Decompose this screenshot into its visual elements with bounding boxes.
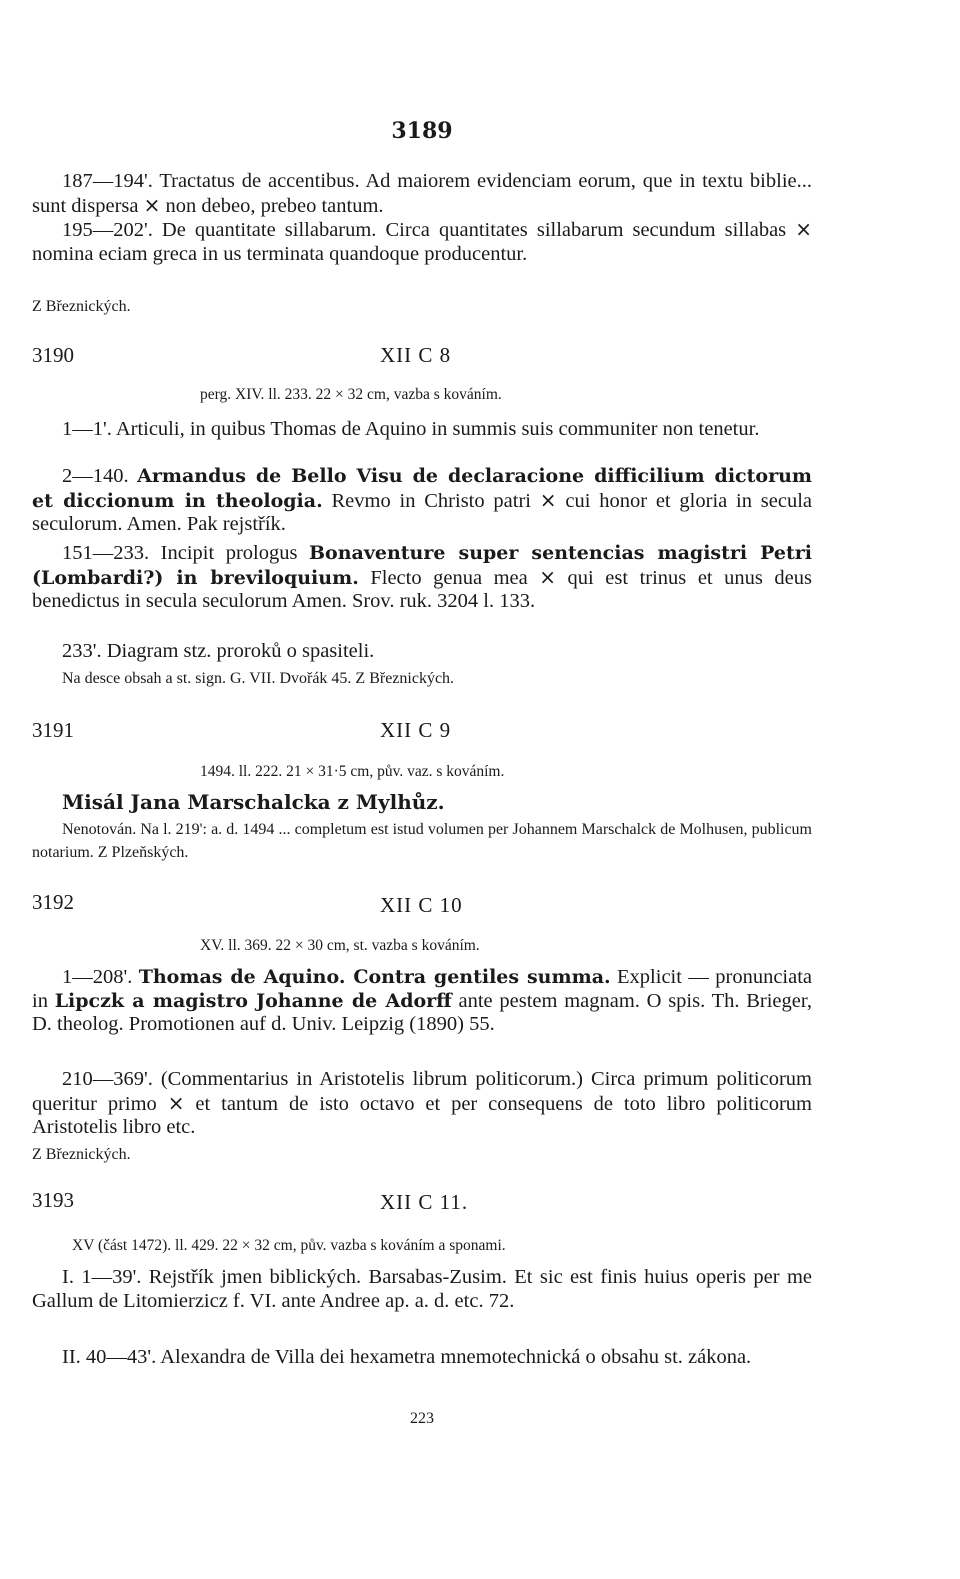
entry-3193-item-2: II. 40—43'. Alexandra de Villa dei hexametra mnemotechnická o obsahu st. zákona.	[62, 1346, 752, 1368]
entry-number-3193: 3193	[32, 1188, 74, 1212]
entry-desc-3191: 1494. ll. 222. 21 × 31·5 cm, pův. vaz. s kováním.	[200, 763, 505, 780]
entry-signature-3190: XII C 8	[380, 343, 452, 367]
intro-line-1: 187—194'. Tractatus de accentibus. Ad maiorem evidenciam eorum, que in textu biblie... sunt dispersa × non debeo, prebeo tantum.	[32, 170, 812, 217]
entry-signature-3193: XII C 11.	[380, 1190, 469, 1214]
intro-line-2: 195—202'. De quantitate sillabarum. Circa quantitates sillabarum secundum sillabas × nomina eciam greca in us terminata quandoque producentur.	[32, 217, 812, 265]
entry-number-3190: 3190	[32, 343, 74, 367]
entry-3191-note: Nenotován. Na l. 219': a. d. 1494 ... completum est istud volumen per Johannem Marschalck de Molhusen, publicum notarium. Z Plzeňských.	[32, 821, 812, 861]
entry-signature-3192: XII C 10	[380, 893, 463, 917]
entry-number-3191: 3191	[32, 718, 74, 742]
entry-3191-title: Misál Jana Marschalcka z Mylhůz.	[62, 790, 445, 814]
entry-3190-item-2: 2—140. Armandus de Bello Visu de declaracione difficilium dictorum et diccionum in theologia. Revmo in Christo patri × cui honor et gloria in secula seculorum. Amen. Pak rejstřík.	[32, 465, 813, 535]
entry-3192-item-2: 210—369'. (Commentarius in Aristotelis librum politicorum.) Circa primum politicorum queritur primo × et tantum de isto octavo et per consequens de toto libro politicorum Aristotelis libro etc.	[32, 1068, 812, 1138]
entry-3193-item-1: I. 1—39'. Rejstřík jmen biblických. Barsabas-Zusim. Et sic est finis huius operis per me Gallum de Litomierzicz f. VI. ante Andree ap. a. d. etc. 72.	[32, 1266, 812, 1312]
entry-3190-item-3: 151—233. Incipit prologus Bonaventure super sentencias magistri Petri (Lombardi?) in breviloquium. Flecto genua mea × qui est trinus et unus deus benedictus in secula seculorum Amen. Srov. ruk. 3204 l. 133.	[32, 542, 813, 612]
entry-desc-3193: XV (část 1472). ll. 429. 22 × 32 cm, pův. vazba s kováním a sponami.	[72, 1237, 506, 1254]
entry-3190-note: Na desce obsah a st. sign. G. VII. Dvořák 45. Z Březnických.	[62, 670, 455, 687]
page-header-number: 3189	[391, 118, 453, 144]
entry-3192-provenance: Z Březnických.	[32, 1146, 131, 1163]
entry-3190-item-4: 233'. Diagram stz. proroků o spasiteli.	[62, 640, 375, 662]
page-footer-number: 223	[410, 1410, 434, 1427]
entry-3190-item-1: 1—1'. Articuli, in quibus Thomas de Aquino in summis suis communiter non tenetur.	[62, 418, 760, 440]
entry-desc-3190: perg. XIV. ll. 233. 22 × 32 cm, vazba s kováním.	[200, 386, 502, 403]
entry-signature-3191: XII C 9	[380, 718, 452, 742]
intro-provenance: Z Březnických.	[32, 298, 131, 315]
entry-3192-item-1: 1—208'. Thomas de Aquino. Contra gentiles summa. Explicit — pronunciata in Lipczk a magistro Johanne de Adorff ante pestem magnam. O spis. Th. Brieger, D. theolog. Promotionen auf d. Univ. Leipzig (1890) 55.	[32, 966, 813, 1035]
entry-number-3192: 3192	[32, 890, 74, 914]
entry-desc-3192: XV. ll. 369. 22 × 30 cm, st. vazba s kováním.	[200, 937, 480, 954]
